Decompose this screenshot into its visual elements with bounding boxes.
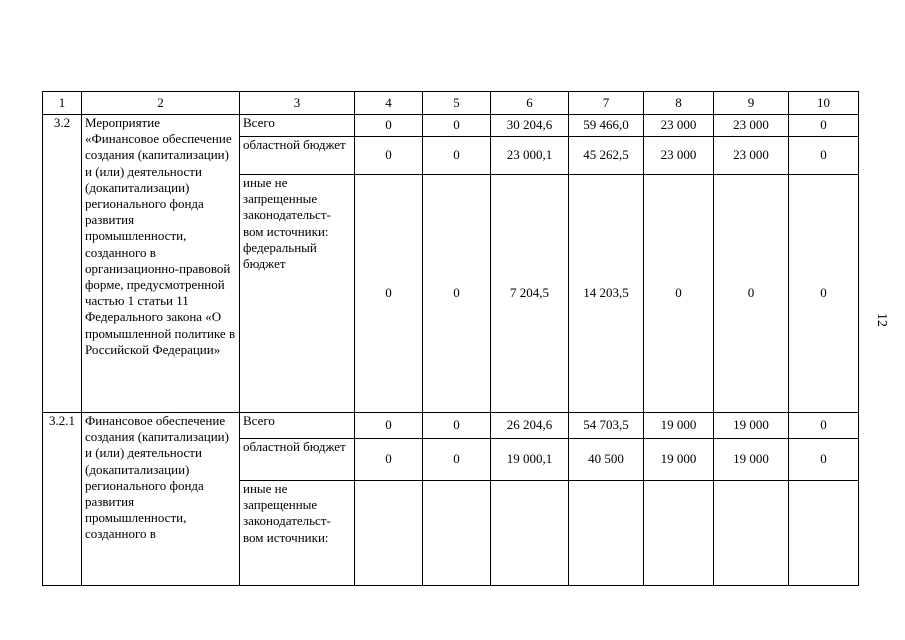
value-cell: 59 466,0 bbox=[569, 115, 644, 137]
header-cell: 1 bbox=[43, 92, 82, 115]
value-cell: 19 000,1 bbox=[491, 439, 569, 481]
value-cell: 0 bbox=[789, 175, 859, 413]
value-cell: 0 bbox=[789, 413, 859, 439]
table-row bbox=[43, 413, 859, 439]
value-cell bbox=[491, 481, 569, 586]
funding-source: иные не запрещенные законодательст-вом источники: bbox=[240, 481, 355, 586]
value-cell: 0 bbox=[355, 115, 423, 137]
value-cell: 14 203,5 bbox=[569, 175, 644, 413]
value-cell: 19 000 bbox=[644, 413, 714, 439]
value-cell: 23 000 bbox=[644, 115, 714, 137]
value-cell: 23 000 bbox=[644, 137, 714, 175]
value-cell: 0 bbox=[789, 137, 859, 175]
value-cell: 23 000,1 bbox=[491, 137, 569, 175]
value-cell: 7 204,5 bbox=[491, 175, 569, 413]
funding-source: Всего bbox=[240, 413, 355, 439]
header-cell: 3 bbox=[240, 92, 355, 115]
value-cell: 19 000 bbox=[714, 439, 789, 481]
funding-source: Всего bbox=[240, 115, 355, 137]
value-cell: 0 bbox=[355, 413, 423, 439]
value-cell: 0 bbox=[644, 175, 714, 413]
value-cell: 0 bbox=[789, 439, 859, 481]
budget-table bbox=[42, 91, 859, 586]
value-cell: 45 262,5 bbox=[569, 137, 644, 175]
value-cell: 23 000 bbox=[714, 137, 789, 175]
value-cell: 0 bbox=[423, 115, 491, 137]
funding-source: областной бюджет bbox=[240, 137, 355, 175]
header-cell: 7 bbox=[569, 92, 644, 115]
header-row bbox=[43, 92, 859, 115]
row-name: Мероприятие «Финансовое обеспечение создания (капитализации) и (или) деятельности (докапитализации) регионального фонда развития промышленности, созданного в организационно-правовой форме, предусмотренной частью 1 статьи 11 Федерального закона «О промышленной политике в Российской Федерации» bbox=[82, 115, 240, 413]
value-cell bbox=[569, 481, 644, 586]
row-code: 3.2 bbox=[43, 115, 82, 413]
header-cell: 4 bbox=[355, 92, 423, 115]
value-cell bbox=[355, 481, 423, 586]
value-cell: 26 204,6 bbox=[491, 413, 569, 439]
header-cell: 8 bbox=[644, 92, 714, 115]
value-cell: 0 bbox=[714, 175, 789, 413]
value-cell: 0 bbox=[423, 439, 491, 481]
row-name: Финансовое обеспечение создания (капитализации) и (или) деятельности (докапитализации) регионального фонда развития промышленности, созданного в bbox=[82, 413, 240, 586]
value-cell: 54 703,5 bbox=[569, 413, 644, 439]
value-cell: 40 500 bbox=[569, 439, 644, 481]
value-cell: 23 000 bbox=[714, 115, 789, 137]
header-cell: 2 bbox=[82, 92, 240, 115]
table-row bbox=[43, 115, 859, 137]
header-cell: 9 bbox=[714, 92, 789, 115]
row-code: 3.2.1 bbox=[43, 413, 82, 586]
value-cell: 0 bbox=[423, 137, 491, 175]
value-cell: 0 bbox=[355, 137, 423, 175]
funding-source: иные не запрещенные законодательст-вом источники: федеральный бюджет bbox=[240, 175, 355, 413]
value-cell: 0 bbox=[423, 175, 491, 413]
value-cell: 19 000 bbox=[644, 439, 714, 481]
value-cell: 0 bbox=[423, 413, 491, 439]
value-cell bbox=[789, 481, 859, 586]
header-cell: 6 bbox=[491, 92, 569, 115]
value-cell bbox=[644, 481, 714, 586]
value-cell: 0 bbox=[355, 439, 423, 481]
value-cell: 0 bbox=[789, 115, 859, 137]
value-cell: 0 bbox=[355, 175, 423, 413]
funding-source: областной бюджет bbox=[240, 439, 355, 481]
value-cell: 30 204,6 bbox=[491, 115, 569, 137]
value-cell bbox=[714, 481, 789, 586]
page-number: 12 bbox=[874, 313, 889, 327]
header-cell: 5 bbox=[423, 92, 491, 115]
value-cell bbox=[423, 481, 491, 586]
header-cell: 10 bbox=[789, 92, 859, 115]
value-cell: 19 000 bbox=[714, 413, 789, 439]
